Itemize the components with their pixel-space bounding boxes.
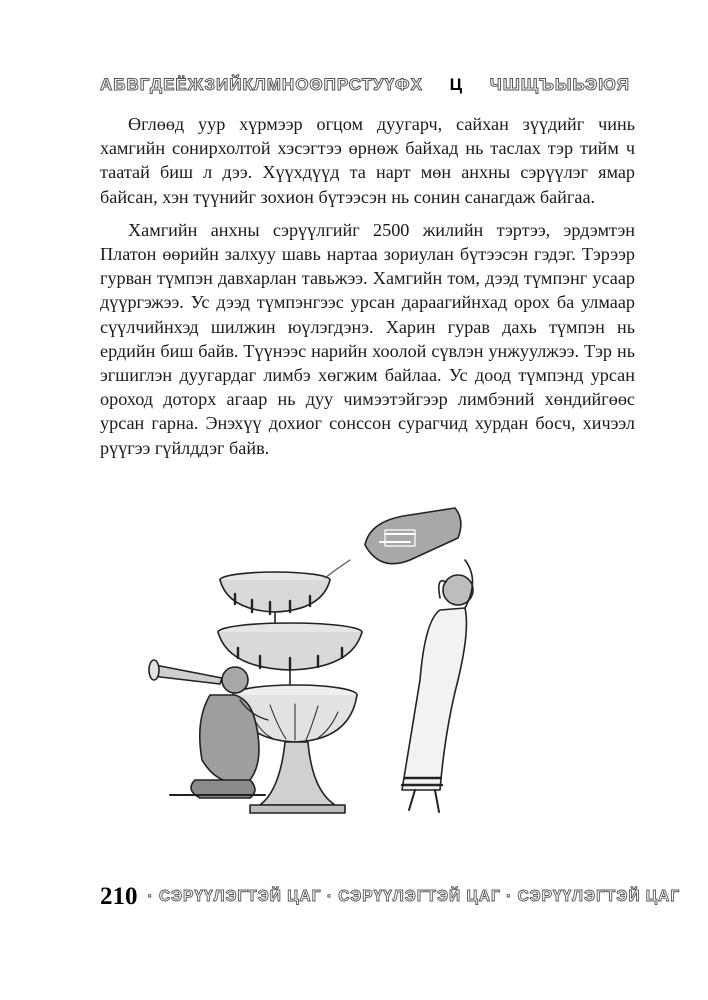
alphabet-header xyxy=(100,70,630,100)
fountain-pedestal xyxy=(250,742,345,813)
flute xyxy=(149,660,222,684)
running-title: · СЭРҮҮЛЭГТЭЙ ЦАГ · СЭРҮҮЛЭГТЭЙ ЦАГ · СЭРҮҮЛЭГТЭЙ ЦАГ xyxy=(147,888,681,905)
paragraph-plato-alarm: Хамгийн анхны сэрүүлгийг 2500 жилийн тэртээ, эрдэмтэн Платон өөрийн залхуу шавь нартаа зориулан бүтээсэн гэдэг. Тэрээр гурван түмпэн давхарлан тавьжээ. Хамгийн том, дээд түмпэнг усаар дүүргэжээ. Ус дээд түмпэнгээс урсан дараагийнхад орох ба улмаар сүүлчийнхэд шилжин юүлэгдэнэ. Харин гурав дахь түмпэн нь ердийн биш байв. Түүнээс нарийн хоолой сүвлэн унжуулжээ. Тэр нь эгшиглэн дуугардаг лимбэ хөгжим байлаа. Ус доод түмпэнд урсан ороход доторх агаар нь дуу чимээтэйгээр лимбэний хөндийгөөс урсан гарна. Энэхүү дохиог сонссон сурагчид хурдан босч, хичээл рүүгээ гүйлддэг байв. xyxy=(100,219,635,458)
plato-water-clock-illustration xyxy=(140,490,480,840)
alphabet-letters-after: ЧШЩЪЫЬЭЮЯ xyxy=(489,75,630,94)
page-footer xyxy=(100,880,681,914)
alphabet-letters-before: АБВГДЕЁЖЗИЙКЛМНОӨПРСТУҮФХ xyxy=(100,75,423,94)
flute-player-figure xyxy=(170,667,265,798)
standing-figure xyxy=(402,560,473,812)
water-pitcher xyxy=(365,508,461,564)
page-number: 210 xyxy=(100,883,138,910)
article-body xyxy=(100,112,635,469)
alphabet-highlighted-letter: Ц xyxy=(449,75,464,94)
paragraph-intro: Өглөөд уур хүрмээр огцом дуугарч, сайхан зүүдийг чинь хамгийн сонирхолтой хэсэгтээ өрнөж байхад нь таслах тэр тийм ч таатай биш л дээ. Хүүхдүүд та нарт мөн анхны сэрүүлэг ямар байсан, хэн түүнийг зохион бүтээсэн нь сонин санагдаж байгаа. xyxy=(100,114,635,207)
